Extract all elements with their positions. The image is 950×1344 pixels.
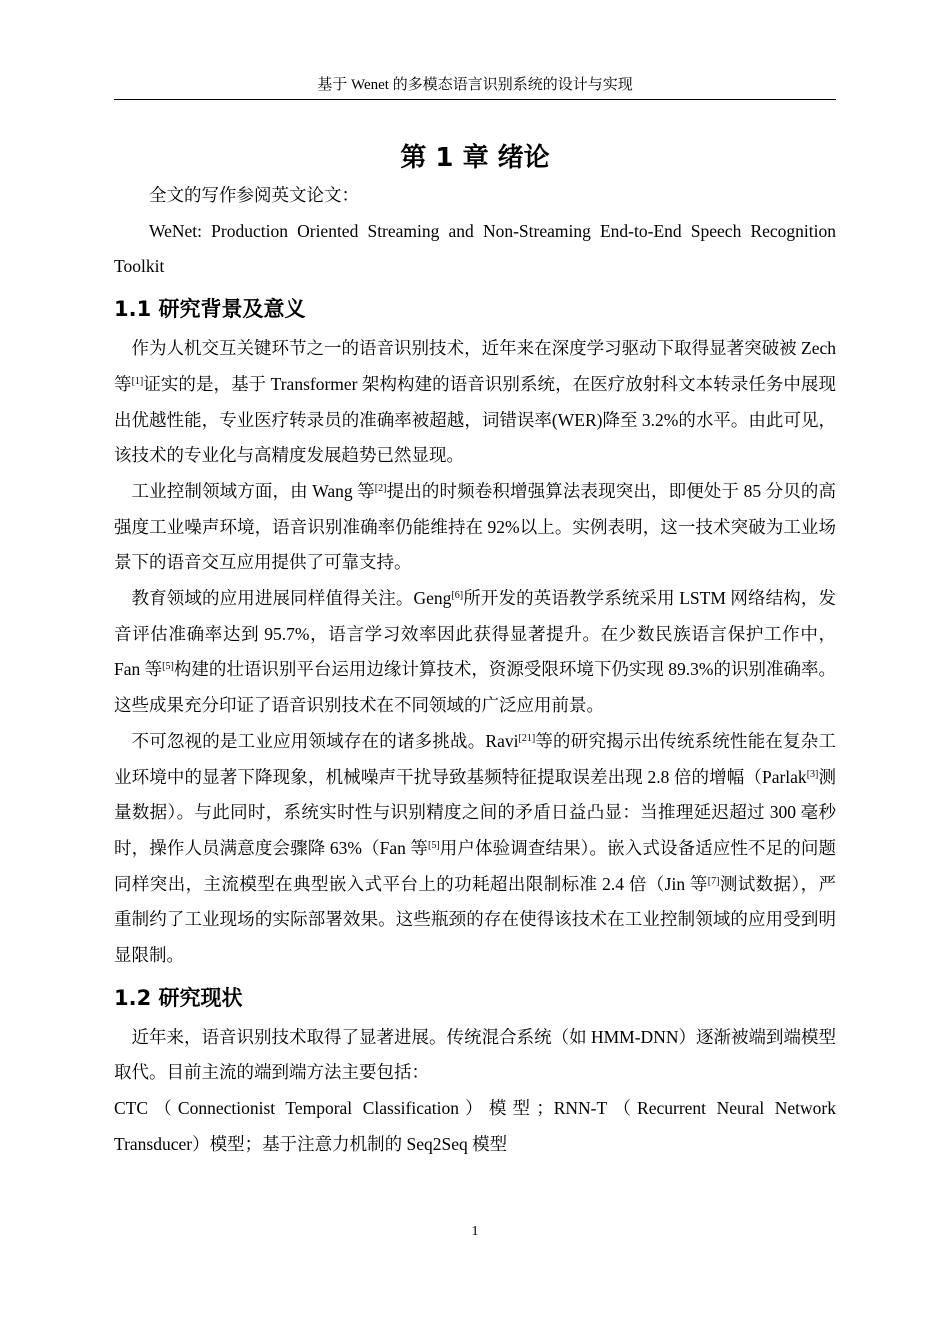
intro-line: 全文的写作参阅英文论文： <box>149 185 359 205</box>
paragraph-text: 测试数据），严重制约了工业现场的实际部署效果。这些瓶颈的存在使得该技术在工业控制领域的应用受到明显限制。 <box>114 873 836 966</box>
paragraph-text: 不可忽视的是工业应用领域存在的诸多挑战。Ravi <box>131 730 519 751</box>
citation: [3] <box>806 768 819 780</box>
citation: [5] <box>428 839 440 851</box>
paragraph-background-2 <box>114 474 836 581</box>
paragraph-text: 提出的时频卷积增强算法表现突出，即便处于 85 分贝的高强度工业噪声环境，语音识别准确率仍能维持在 92%以上。实例表明，这一技术突破为工业场景下的语音交互应用提供了可靠支持。 <box>114 480 836 573</box>
paragraph-text: 用户体验调查结果）。嵌入式设备适应性不足的问题同样突出，主流模型在典型嵌入式平台上的功耗超出限制标准 2.4 倍（Jin 等 <box>114 837 837 894</box>
paragraph-status-2: CTC（Connectionist Temporal Classification）模型；RNN-T（Recurrent Neural Network Transducer）模型；基于注意力机制的 Seq2Seq 模型 <box>114 1098 836 1154</box>
citation: [5] <box>162 661 174 673</box>
paragraph-text: 教育领域的应用进展同样值得关注。Geng <box>131 588 452 609</box>
citation: [6] <box>451 590 464 602</box>
paragraph-text: 测量数据）。与此同时，系统实时性与识别精度之间的矛盾日益凸显：当推理延迟超过 300 毫秒时，操作人员满意度会骤降 63%（Fan 等 <box>114 766 836 858</box>
citation: [7] <box>707 875 720 887</box>
paragraph-background-1 <box>114 331 836 474</box>
section-heading-1-1: 1.1 研究背景及意义 <box>114 297 306 322</box>
paragraph-text: 工业控制领域方面，由 Wang 等 <box>131 480 375 501</box>
reference-paper-title: WeNet: Production Oriented Streaming and Non-Streaming End-to-End Speech Recognition Toolkit <box>114 220 836 277</box>
section-heading-1-2: 1.2 研究现状 <box>114 985 243 1010</box>
paragraph-text: 证实的是，基于 Transformer 架构构建的语音识别系统，在医疗放射科文本转录任务中展现出优越性能，专业医疗转录员的准确率被超越，词错误率(WER)降至 3.2%的水平。由此可见，该技术的专业化与高精度发展趋势已然显现。 <box>114 373 836 466</box>
chapter-title: 第 1 章 绪论 <box>400 143 550 173</box>
page-content <box>114 138 836 1163</box>
citation: [2] <box>374 482 387 494</box>
page-number: 1 <box>471 1224 479 1239</box>
paragraph-background-3 <box>114 581 836 724</box>
paragraph-text: 构建的壮语识别平台运用边缘计算技术，资源受限环境下仍实现 89.3%的识别准确率。这些成果充分印证了语音识别技术在不同领域的广泛应用前景。 <box>114 659 837 716</box>
header-rule <box>114 99 836 100</box>
paragraph-text: 作为人机交互关键环节之一的语音识别技术，近年来在深度学习驱动下取得显著突破被 Zech 等 <box>114 338 836 394</box>
citation: [1] <box>131 375 144 387</box>
paragraph-status-1: 近年来，语音识别技术取得了显著进展。传统混合系统（如 HMM-DNN）逐渐被端到端模型取代。目前主流的端到端方法主要包括： <box>114 1026 836 1083</box>
paragraph-text: 等的研究揭示出传统系统性能在复杂工业环境中的显著下降现象，机械噪声干扰导致基频特征提取误差出现 2.8 倍的增幅（Parlak <box>114 730 836 787</box>
citation: [21] <box>518 732 536 744</box>
paragraph-text: 所开发的英语教学系统采用 LSTM 网络结构，发音评估准确率达到 95.7%，语言学习效率因此获得显著提升。在少数民族语言保护工作中，Fan 等 <box>114 588 836 680</box>
running-header: 基于 Wenet 的多模态语言识别系统的设计与实现 <box>317 77 633 93</box>
paragraph-background-4 <box>114 724 836 974</box>
